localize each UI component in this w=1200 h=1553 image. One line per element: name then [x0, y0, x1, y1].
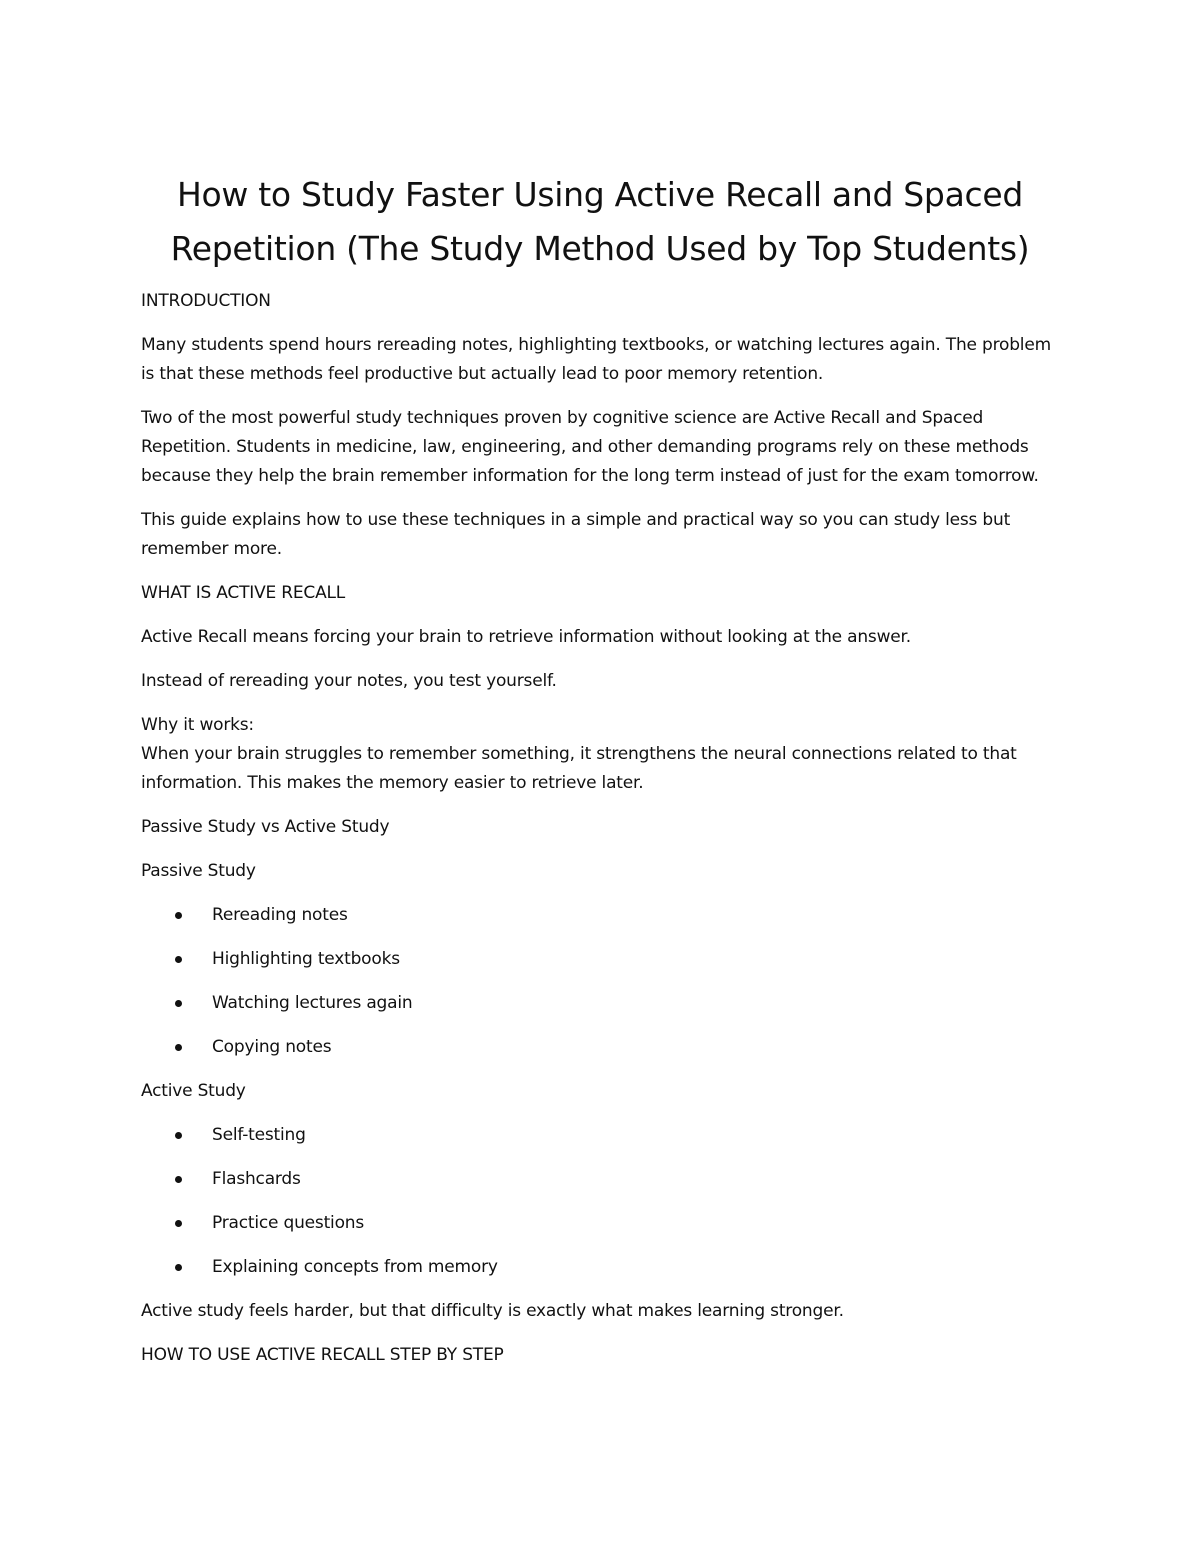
bullet-icon	[175, 912, 182, 919]
list-item	[141, 1033, 1061, 1062]
bullet-icon	[175, 1000, 182, 1007]
section-heading-steps: HOW TO USE ACTIVE RECALL STEP BY STEP	[141, 1345, 504, 1365]
list-item	[141, 989, 1061, 1018]
bullet-icon	[175, 1044, 182, 1051]
list-item-text: Self-testing	[212, 1125, 306, 1145]
document-body	[141, 287, 1061, 1385]
paragraph: Instead of rereading your notes, you test yourself.	[141, 671, 557, 691]
list-item	[141, 945, 1061, 974]
list-item-text: Copying notes	[212, 1037, 332, 1057]
list-item-text: Practice questions	[212, 1213, 365, 1233]
section-heading-introduction: INTRODUCTION	[141, 291, 271, 311]
bullet-icon	[175, 1220, 182, 1227]
section-heading-active-recall: WHAT IS ACTIVE RECALL	[141, 583, 346, 603]
bullet-icon	[175, 1264, 182, 1271]
passive-study-label: Passive Study	[141, 861, 256, 881]
active-study-list	[141, 1121, 1061, 1282]
list-item	[141, 1165, 1061, 1194]
why-it-works-label: Why it works:	[141, 715, 254, 735]
paragraph: Active Recall means forcing your brain to retrieve information without looking at the answer.	[141, 627, 911, 647]
paragraph: Two of the most powerful study techniques proven by cognitive science are Active Recall and Spaced Repetition. Students in medicine, law, engineering, and other demanding programs rely on these methods because they help the brain remember information for the long term instead of just for the exam tomorrow.	[141, 408, 1039, 486]
list-item-text: Rereading notes	[212, 905, 348, 925]
comparison-heading: Passive Study vs Active Study	[141, 817, 390, 837]
list-item	[141, 1253, 1061, 1282]
list-item-text: Flashcards	[212, 1169, 301, 1189]
paragraph: When your brain struggles to remember something, it strengthens the neural connections related to that information. This makes the memory easier to retrieve later.	[141, 744, 1017, 793]
paragraph: Many students spend hours rereading notes, highlighting textbooks, or watching lectures again. The problem is that these methods feel productive but actually lead to poor memory retention.	[141, 335, 1051, 384]
document-title: How to Study Faster Using Active Recall and Spaced Repetition (The Study Method Used by Top Students)	[170, 175, 1030, 268]
bullet-icon	[175, 1132, 182, 1139]
list-item-text: Watching lectures again	[212, 993, 413, 1013]
bullet-icon	[175, 1176, 182, 1183]
list-item	[141, 1121, 1061, 1150]
passive-study-list	[141, 901, 1061, 1062]
list-item	[141, 901, 1061, 930]
paragraph: This guide explains how to use these techniques in a simple and practical way so you can study less but remember more.	[141, 510, 1011, 559]
list-item-text: Highlighting textbooks	[212, 949, 400, 969]
list-item	[141, 1209, 1061, 1238]
paragraph: Active study feels harder, but that difficulty is exactly what makes learning stronger.	[141, 1301, 844, 1321]
active-study-label: Active Study	[141, 1081, 246, 1101]
list-item-text: Explaining concepts from memory	[212, 1257, 498, 1277]
bullet-icon	[175, 956, 182, 963]
